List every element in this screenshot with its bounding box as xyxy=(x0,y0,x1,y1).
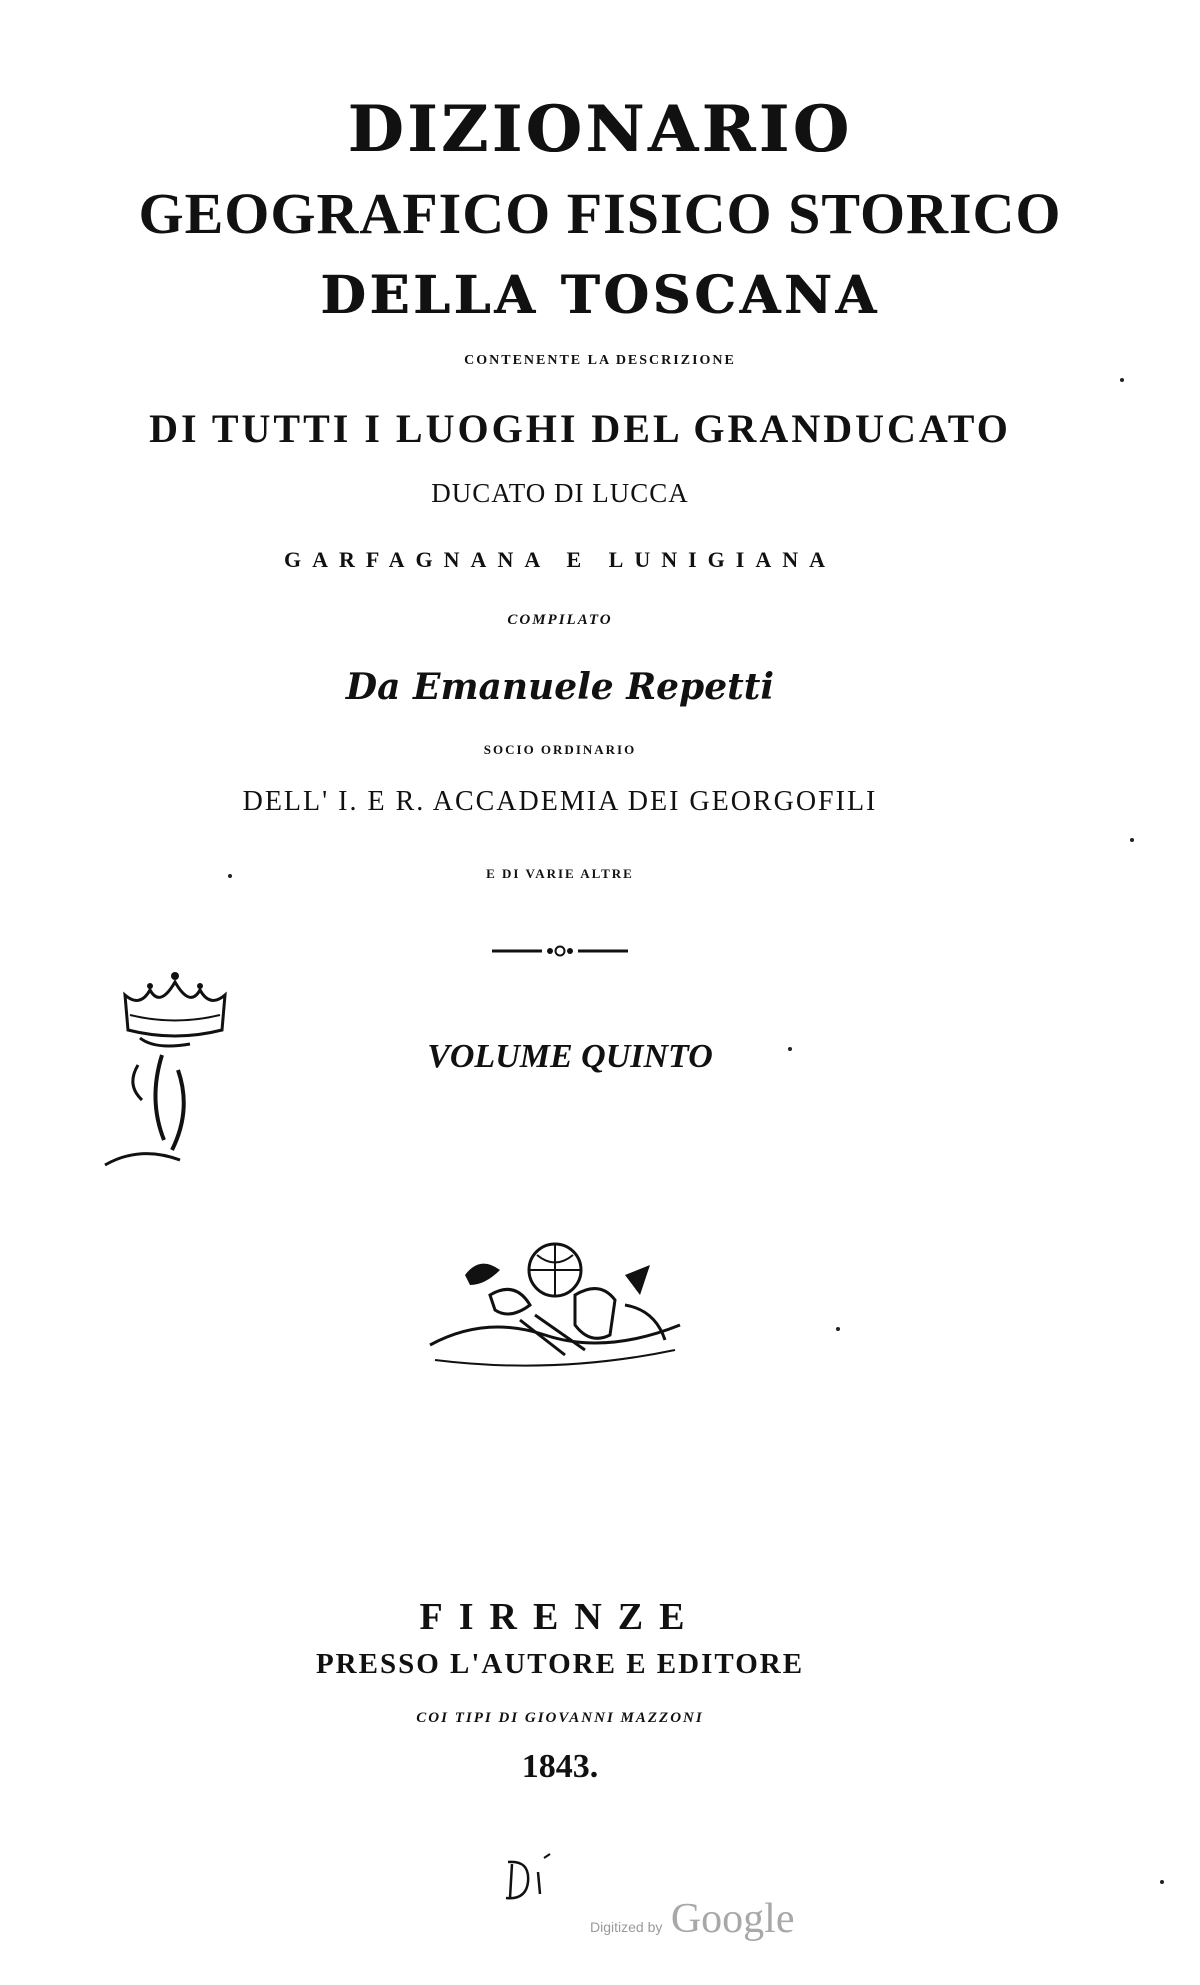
imprint-printer: COI TIPI DI GIOVANNI MAZZONI xyxy=(416,1710,704,1726)
subtitle-ducato-lucca: DUCATO DI LUCCA xyxy=(431,478,689,508)
author-name: Da Emanuele Repetti xyxy=(345,666,775,708)
imprint-publisher: PRESSO L'AUTORE E EDITORE xyxy=(315,1648,805,1680)
academy-other: E DI VARIE ALTRE xyxy=(486,866,634,881)
scan-speck xyxy=(788,1047,792,1051)
scan-speck xyxy=(1160,1880,1164,1884)
google-logo: Google xyxy=(670,1896,795,1942)
title-geografico: GEOGRAFICO FISICO STORICO xyxy=(138,181,1062,246)
subtitle-garfagnana: GARFAGNANA E LUNIGIANA xyxy=(283,547,837,572)
ornamental-divider-icon xyxy=(490,945,630,957)
scan-speck xyxy=(1120,378,1124,382)
handwritten-mark-icon xyxy=(500,1852,560,1907)
scan-speck xyxy=(228,874,232,878)
imprint-city: FIRENZE xyxy=(419,1596,701,1638)
imprint-year: 1843. xyxy=(521,1748,599,1785)
scan-speck xyxy=(836,1327,840,1331)
watermark-prefix: Digitized by xyxy=(590,1919,663,1935)
academy-name: DELL' I. E R. ACCADEMIA DEI GEORGOFILI xyxy=(242,786,878,817)
volume-label: VOLUME QUINTO xyxy=(427,1038,713,1075)
digitized-by-google-watermark xyxy=(590,1895,794,1943)
title-della-toscana: DELLA TOSCANA xyxy=(320,265,880,326)
scan-speck xyxy=(1130,838,1134,842)
compiled-label: COMPILATO xyxy=(507,612,613,628)
allegorical-emblem-icon xyxy=(425,1225,685,1375)
subtitle-granducato: DI TUTTI I LUOGHI DEL GRANDUCATO xyxy=(149,406,1011,451)
title-dizionario: DIZIONARIO xyxy=(347,92,853,167)
author-role: SOCIO ORDINARIO xyxy=(483,742,637,757)
subtitle-contenente: CONTENENTE LA DESCRIZIONE xyxy=(464,353,736,368)
